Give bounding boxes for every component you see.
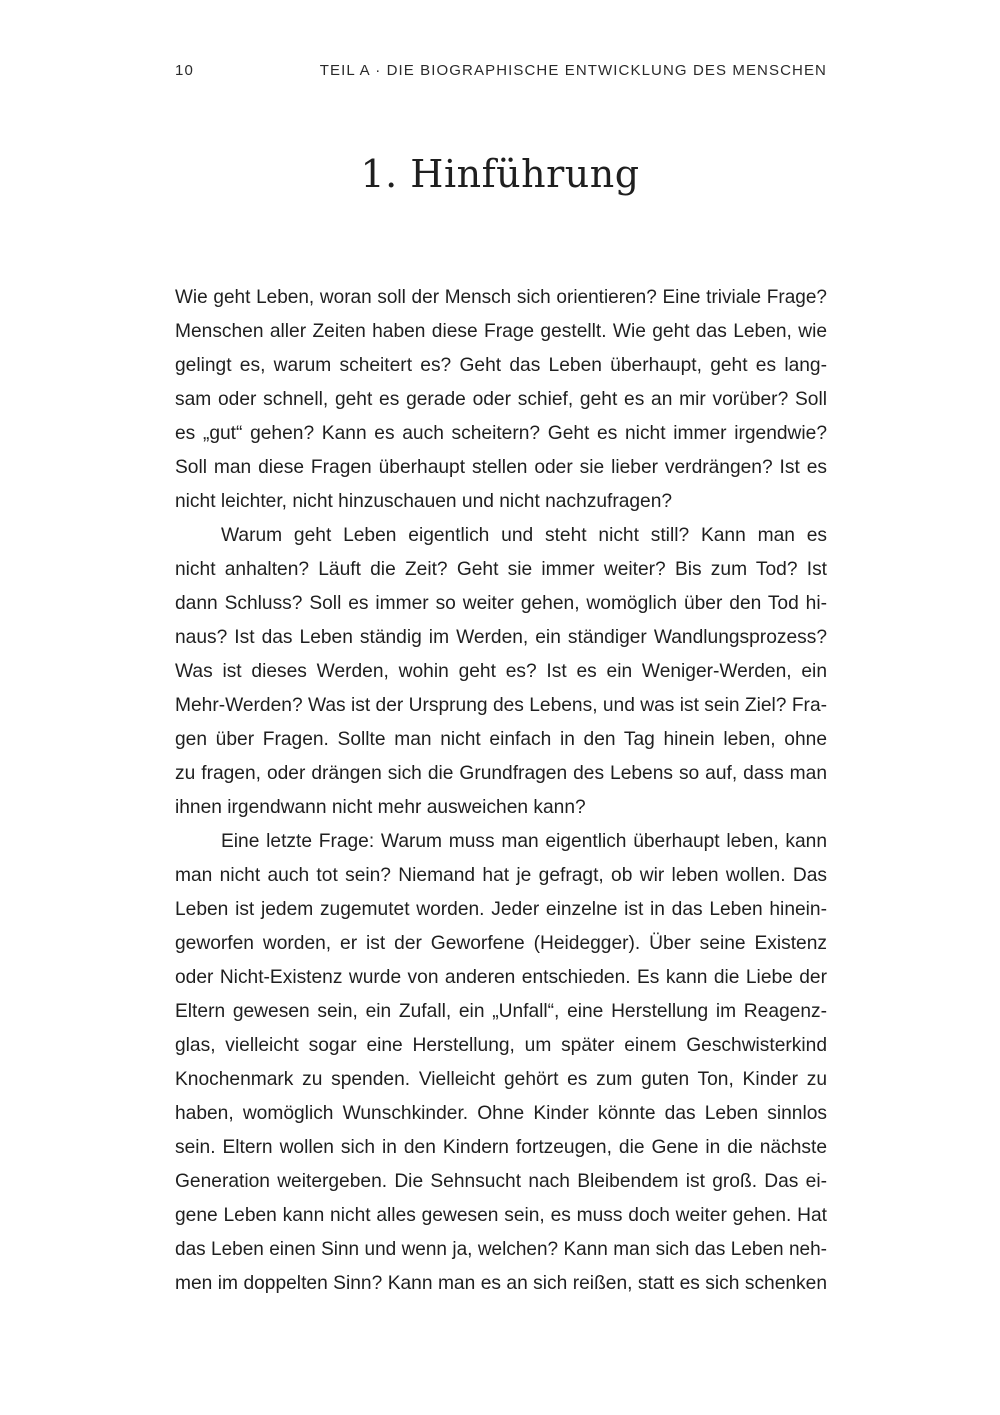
text-line: men im doppelten Sinn? Kann man es an sich reißen, statt es sich schenken xyxy=(175,1273,827,1294)
text-line: nicht leichter, nicht hinzuschauen und nicht nachzufragen? xyxy=(175,491,673,512)
text-line: sam oder schnell, geht es gerade oder schief, geht es an mir vorüber? Soll xyxy=(175,389,827,410)
text-line: dann Schluss? Soll es immer so weiter gehen, womöglich über den Tod hi- xyxy=(175,593,827,614)
text-line: gene Leben kann nicht alles gewesen sein, es muss doch weiter gehen. Hat xyxy=(175,1205,827,1226)
text-line: Leben ist jedem zugemutet worden. Jeder einzelne ist in das Leben hinein- xyxy=(175,899,827,920)
text-line: Menschen aller Zeiten haben diese Frage gestellt. Wie geht das Leben, wie xyxy=(175,321,827,342)
text-line: Knochenmark zu spenden. Vielleicht gehört es zum guten Ton, Kinder zu xyxy=(175,1069,827,1090)
text-line: glas, vielleicht sogar eine Herstellung, um später einem Geschwisterkind xyxy=(175,1035,827,1056)
page-number: 10 xyxy=(175,62,194,79)
text-line: Generation weitergeben. Die Sehnsucht nach Bleibendem ist groß. Das ei- xyxy=(175,1171,827,1192)
text-line: gen über Fragen. Sollte man nicht einfach in den Tag hinein leben, ohne xyxy=(175,729,827,750)
text-line: sein. Eltern wollen sich in den Kindern fortzeugen, die Gene in die nächste xyxy=(175,1137,827,1158)
text-line: Warum geht Leben eigentlich und steht nicht still? Kann man es xyxy=(221,525,827,546)
chapter-title: 1. Hinführung xyxy=(360,152,640,196)
paragraph xyxy=(175,825,827,1301)
running-header xyxy=(175,62,827,84)
paragraph xyxy=(175,281,827,519)
text-line: es „gut“ gehen? Kann es auch scheitern? Geht es nicht immer irgendwie? xyxy=(175,423,827,444)
text-line: naus? Ist das Leben ständig im Werden, ein ständiger Wandlungsprozess? xyxy=(175,627,827,648)
text-line: Soll man diese Fragen überhaupt stellen oder sie lieber verdrängen? Ist es xyxy=(175,457,827,478)
text-line: gelingt es, warum scheitert es? Geht das Leben überhaupt, geht es lang- xyxy=(175,355,827,376)
text-line: haben, womöglich Wunschkinder. Ohne Kinder könnte das Leben sinnlos xyxy=(175,1103,827,1124)
text-line: Wie geht Leben, woran soll der Mensch sich orientieren? Eine triviale Frage? xyxy=(175,287,827,308)
text-line: oder Nicht-Existenz wurde von anderen entschieden. Es kann die Liebe der xyxy=(175,967,827,988)
text-line: Mehr-Werden? Was ist der Ursprung des Lebens, und was ist sein Ziel? Fra- xyxy=(175,695,827,716)
text-line: Eine letzte Frage: Warum muss man eigentlich überhaupt leben, kann xyxy=(221,831,827,852)
text-line: Was ist dieses Werden, wohin geht es? Ist es ein Weniger-Werden, ein xyxy=(175,661,827,682)
text-line: nicht anhalten? Läuft die Zeit? Geht sie immer weiter? Bis zum Tod? Ist xyxy=(175,559,827,580)
running-header-title: TEIL A · DIE BIOGRAPHISCHE ENTWICKLUNG DES MENSCHEN xyxy=(319,62,827,79)
text-line: zu fragen, oder drängen sich die Grundfragen des Lebens so auf, dass man xyxy=(175,763,827,784)
text-line: man nicht auch tot sein? Niemand hat je gefragt, ob wir leben wollen. Das xyxy=(175,865,827,886)
text-line: ihnen irgendwann nicht mehr ausweichen kann? xyxy=(175,797,586,818)
text-line: das Leben einen Sinn und wenn ja, welchen? Kann man sich das Leben neh- xyxy=(175,1239,827,1260)
text-line: geworfen worden, er ist der Geworfene (Heidegger). Über seine Existenz xyxy=(175,933,827,954)
text-line: Eltern gewesen sein, ein Zufall, ein „Unfall“, eine Herstellung im Reagenz- xyxy=(175,1001,827,1022)
body-text xyxy=(175,281,827,1301)
paragraph xyxy=(175,519,827,825)
